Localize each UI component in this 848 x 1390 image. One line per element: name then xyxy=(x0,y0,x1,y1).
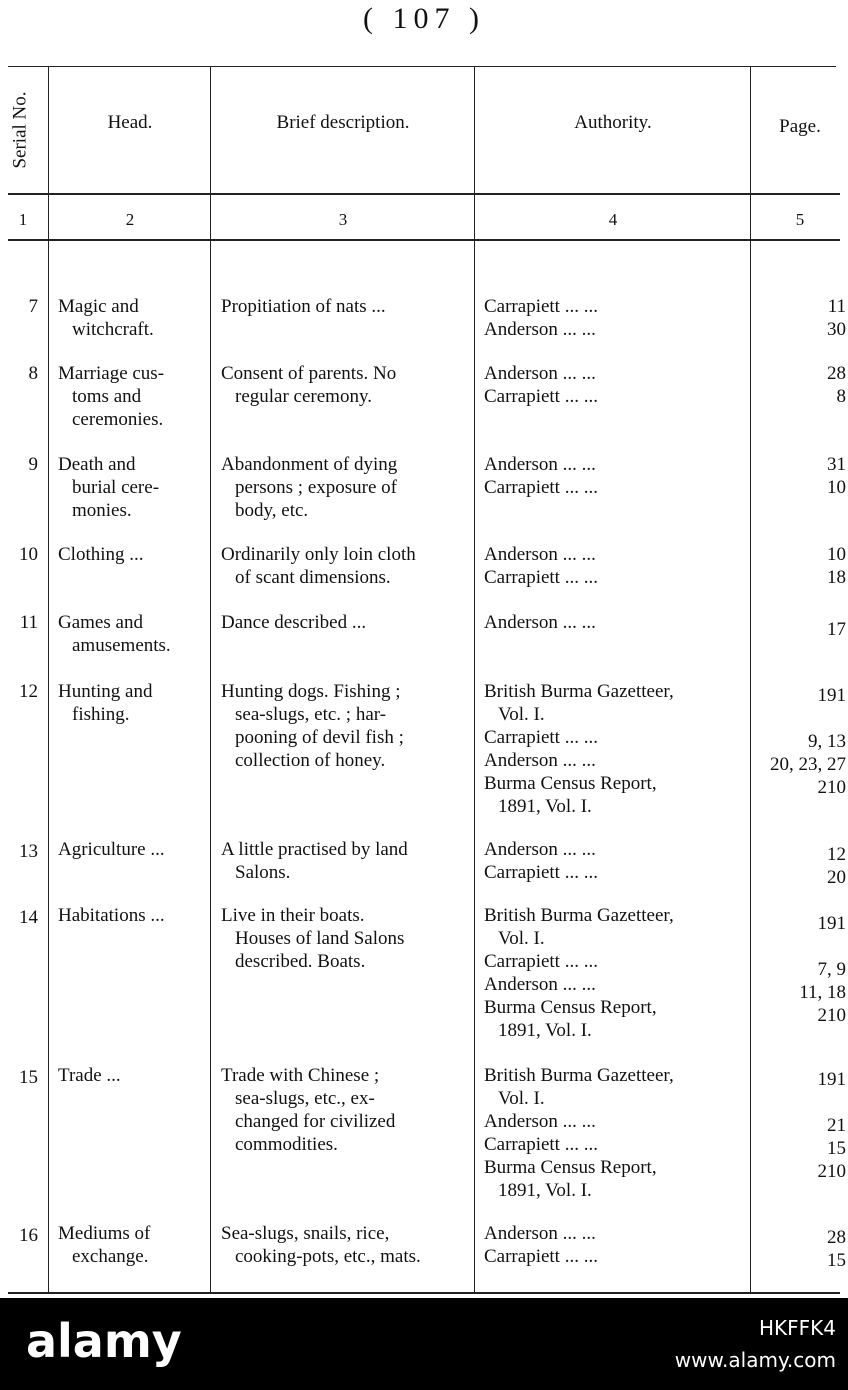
authority-cell: Anderson ... ... Carrapiett ... ... xyxy=(484,454,598,498)
alamy-logo: alamy xyxy=(26,1314,182,1368)
serial-column-header: Serial No. xyxy=(10,91,32,169)
authority-cell: Anderson ... ... Carrapiett ... ... xyxy=(484,363,598,407)
authority-cell: British Burma Gazetteer, Vol. I. Carrapiett ... ... Anderson ... ... Burma Census Report, 1891, Vol. I. xyxy=(484,681,674,817)
serial-number: 10 xyxy=(19,544,38,565)
head-cell: Games and amusements. xyxy=(58,612,171,656)
page-cell: 17 xyxy=(827,619,846,640)
page-cell: 31 10 xyxy=(827,454,846,498)
serial-number: 11 xyxy=(19,612,38,633)
head-cell: Habitations ... xyxy=(58,905,165,926)
authority-cell: Anderson ... ... Carrapiett ... ... xyxy=(484,839,598,883)
description-cell: Propitiation of nats ... xyxy=(221,296,386,317)
column-number: 3 xyxy=(338,210,348,229)
authority-cell: Anderson ... ... xyxy=(484,612,596,633)
watermark-footer xyxy=(0,1298,848,1390)
head-cell: Clothing ... xyxy=(58,544,144,565)
page-cell: 10 18 xyxy=(827,544,846,588)
head-cell: Magic and witchcraft. xyxy=(58,296,154,340)
page-cell: 191 7, 9 11, 18 210 xyxy=(799,913,846,1026)
image-id: HKFFK4 xyxy=(758,1316,836,1340)
page-cell: 28 15 xyxy=(827,1227,846,1271)
head-cell: Hunting and fishing. xyxy=(58,681,153,725)
head-column-header: Head. xyxy=(107,112,153,133)
serial-number: 12 xyxy=(19,681,38,702)
authority-cell: Anderson ... ... Carrapiett ... ... xyxy=(484,1223,598,1267)
table-bottom-rule xyxy=(8,1292,840,1294)
authority-cell: British Burma Gazetteer, Vol. I. Carrapiett ... ... Anderson ... ... Burma Census Report, 1891, Vol. I. xyxy=(484,905,674,1041)
column-divider xyxy=(750,66,751,1294)
page-cell: 11 30 xyxy=(827,296,846,340)
description-cell: Dance described ... xyxy=(221,612,367,633)
authority-column-header: Authority. xyxy=(574,112,652,133)
description-column-header: Brief description. xyxy=(276,112,410,133)
column-number-rule xyxy=(8,239,840,241)
site-url: www.alamy.com xyxy=(674,1348,836,1372)
head-cell: Trade ... xyxy=(58,1065,121,1086)
column-number: 4 xyxy=(608,210,618,229)
table-top-rule xyxy=(8,66,836,67)
head-cell: Agriculture ... xyxy=(58,839,165,860)
page-cell: 191 21 15 210 xyxy=(817,1069,846,1182)
serial-number: 8 xyxy=(28,363,38,384)
description-cell: A little practised by land Salons. xyxy=(221,839,408,883)
serial-number: 14 xyxy=(19,907,38,928)
head-cell: Death and burial cere- monies. xyxy=(58,454,160,521)
page-column-header: Page. xyxy=(779,116,821,137)
column-divider xyxy=(210,66,211,1294)
serial-number: 13 xyxy=(19,841,38,862)
description-cell: Consent of parents. No regular ceremony. xyxy=(221,363,397,407)
description-cell: Hunting dogs. Fishing ; sea-slugs, etc. ; har- pooning of devil fish ; collection of honey. xyxy=(221,681,404,771)
serial-number: 7 xyxy=(28,296,38,317)
column-number: 5 xyxy=(795,210,805,229)
description-cell: Live in their boats. Houses of land Salons described. Boats. xyxy=(221,905,405,972)
description-cell: Abandonment of dying persons ; exposure of body, etc. xyxy=(221,454,398,521)
page-number: ( 107 ) xyxy=(363,2,485,35)
column-divider xyxy=(48,66,49,1294)
page-cell: 12 20 xyxy=(827,844,846,888)
serial-number: 9 xyxy=(28,454,38,475)
description-cell: Trade with Chinese ; sea-slugs, etc., ex- changed for civilized commodities. xyxy=(221,1065,396,1155)
column-divider xyxy=(474,66,475,1294)
header-rule xyxy=(8,193,840,195)
authority-cell: British Burma Gazetteer, Vol. I. Anderson ... ... Carrapiett ... ... Burma Census Report, 1891, Vol. I. xyxy=(484,1065,674,1201)
serial-number: 16 xyxy=(19,1225,38,1246)
head-cell: Mediums of exchange. xyxy=(58,1223,151,1267)
authority-cell: Anderson ... ... Carrapiett ... ... xyxy=(484,544,598,588)
head-cell: Marriage cus- toms and ceremonies. xyxy=(58,363,165,430)
description-cell: Sea-slugs, snails, rice, cooking-pots, etc., mats. xyxy=(221,1223,421,1267)
serial-number: 15 xyxy=(19,1067,38,1088)
authority-cell: Carrapiett ... ... Anderson ... ... xyxy=(484,296,598,340)
column-number: 2 xyxy=(125,210,135,229)
description-cell: Ordinarily only loin cloth of scant dimensions. xyxy=(221,544,416,588)
column-number: 1 xyxy=(18,210,28,229)
page-cell: 28 8 xyxy=(827,363,846,407)
page-cell: 191 9, 13 20, 23, 27 210 xyxy=(770,685,846,798)
